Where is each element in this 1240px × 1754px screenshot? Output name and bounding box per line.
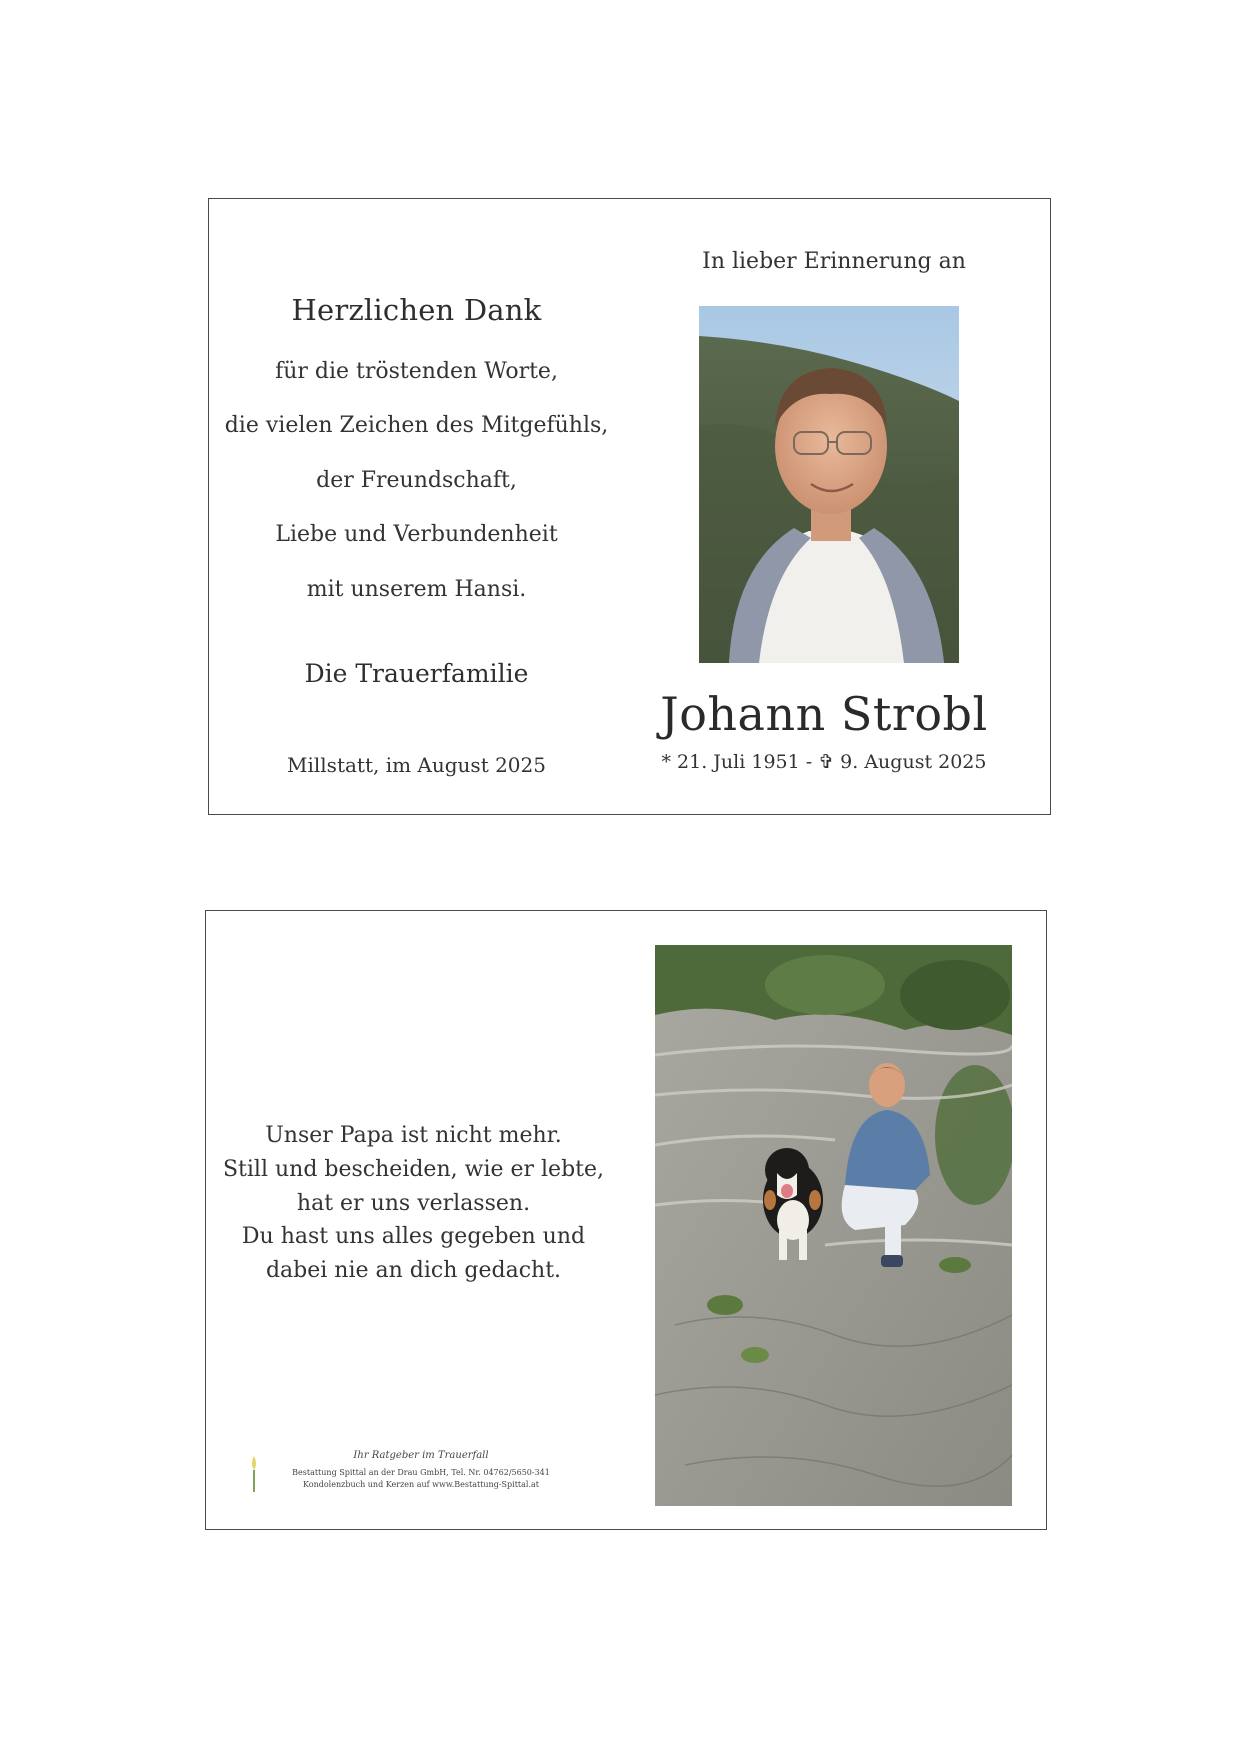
- portrait-photo: [699, 306, 959, 663]
- verse-line: hat er uns verlassen.: [296, 1191, 531, 1216]
- funeral-home-tagline: Ihr Ratgeber im Trauerfall: [353, 1450, 489, 1461]
- deceased-name: Johann Strobl: [660, 687, 988, 741]
- verse-line: Du hast uns alles gegeben und: [241, 1224, 586, 1249]
- verse-line: Unser Papa ist nicht mehr.: [265, 1123, 562, 1148]
- verse-card: [205, 910, 1047, 1530]
- thanks-line: für die tröstenden Worte,: [275, 359, 558, 384]
- thanks-line: Liebe und Verbundenheit: [275, 522, 558, 547]
- funeral-home-address: Bestattung Spittal an der Drau GmbH, Tel. Nr. 04762/5650-341: [292, 1468, 550, 1477]
- life-dates: * 21. Juli 1951 - ✞ 9. August 2025: [661, 751, 987, 773]
- thanks-title: Herzlichen Dank: [291, 293, 542, 327]
- candle-flame-icon: [250, 1456, 258, 1492]
- thanks-line: mit unserem Hansi.: [306, 577, 527, 602]
- place-date: Millstatt, im August 2025: [287, 753, 546, 777]
- memory-heading: In lieber Erinnerung an: [702, 249, 966, 274]
- man-with-dog-photo: [655, 945, 1012, 1506]
- verse-line: Still und bescheiden, wie er lebte,: [222, 1157, 605, 1182]
- thanks-line: der Freundschaft,: [316, 468, 517, 493]
- verse-line: dabei nie an dich gedacht.: [265, 1258, 562, 1283]
- family-signature: Die Trauerfamilie: [304, 659, 529, 688]
- funeral-home-website: Kondolenzbuch und Kerzen auf www.Bestattung-Spittal.at: [303, 1480, 539, 1489]
- thanks-line: die vielen Zeichen des Mitgefühls,: [224, 413, 609, 438]
- thank-you-card: [208, 198, 1051, 815]
